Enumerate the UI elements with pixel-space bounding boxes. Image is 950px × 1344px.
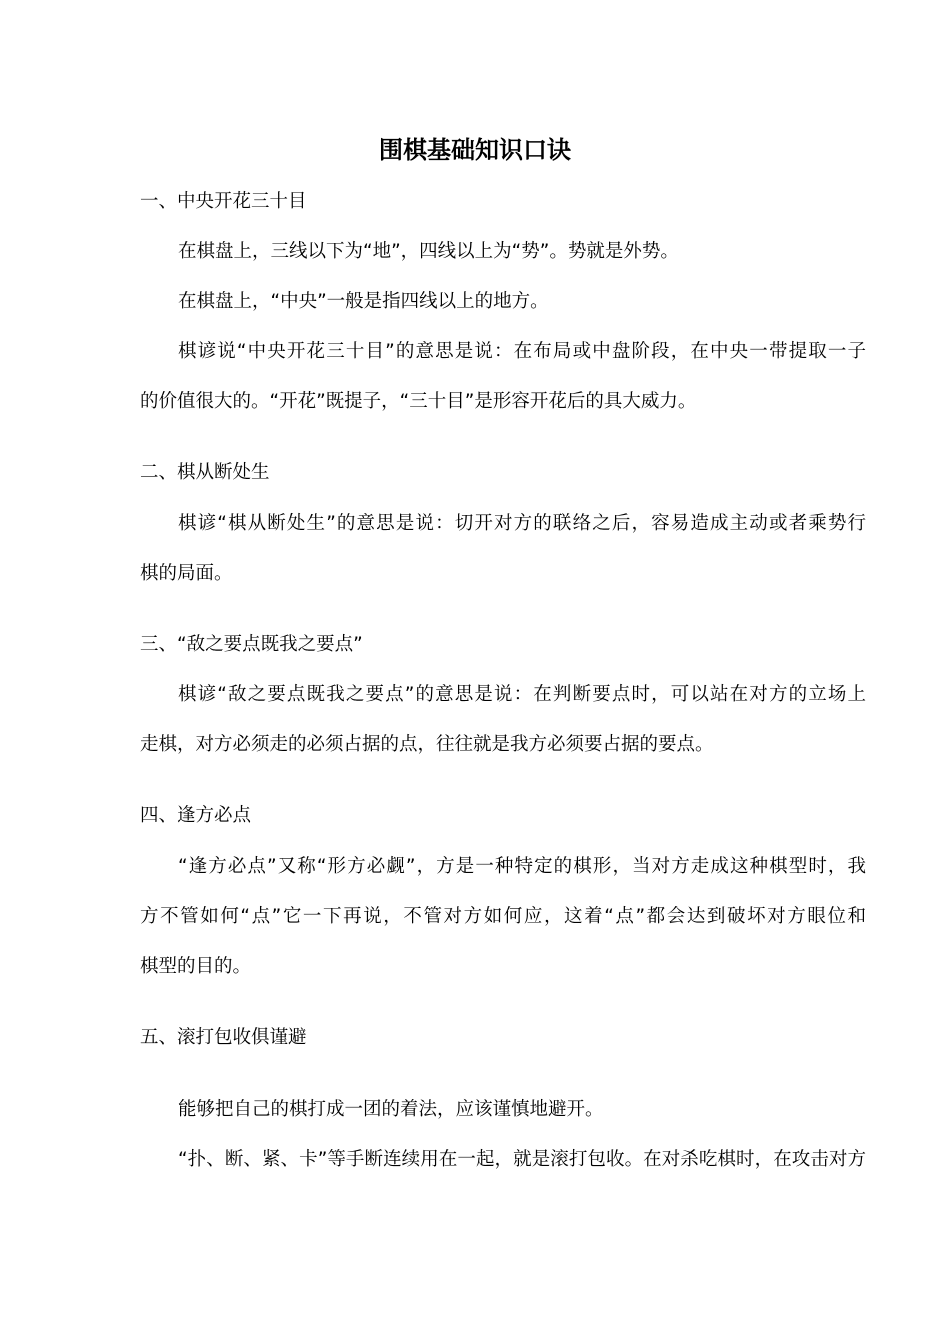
section-heading-4: 四、逢方必点 xyxy=(140,805,252,826)
paragraph-line: 走棋，对方必须走的必须占据的点，往往就是我方必须要占据的要点。 xyxy=(140,734,714,755)
paragraph-line: 在棋盘上，三线以下为“地”，四线以上为“势”。势就是外势。 xyxy=(178,241,679,262)
section-heading-3: 三、“敌之要点既我之要点” xyxy=(140,634,363,655)
paragraph-line: 棋谚说“中央开花三十目”的意思是说：在布局或中盘阶段，在中央一带提取一子 xyxy=(178,341,866,362)
paragraph-line: 方不管如何“点”它一下再说，不管对方如何应，这着“点”都会达到破坏对方眼位和 xyxy=(140,906,866,927)
document-title: 围棋基础知识口诀 xyxy=(379,135,571,164)
paragraph-line: “扑、断、紧、卡”等手断连续用在一起，就是滚打包收。在对杀吃棋时，在攻击对方 xyxy=(178,1149,866,1170)
section-heading-1: 一、中央开花三十目 xyxy=(140,191,307,212)
paragraph-line: 的价值很大的。“开花”既提子，“三十目”是形容开花后的具大威力。 xyxy=(140,391,697,412)
paragraph-line: 棋的局面。 xyxy=(140,563,233,584)
section-heading-2: 二、棋从断处生 xyxy=(140,462,270,483)
paragraph-line: 棋谚“棋从断处生”的意思是说：切开对方的联络之后，容易造成主动或者乘势行 xyxy=(178,513,866,534)
paragraph-line: “逢方必点”又称“形方必觑”，方是一种特定的棋形，当对方走成这种棋型时，我 xyxy=(178,856,866,877)
paragraph-line: 在棋盘上，“中央”一般是指四线以上的地方。 xyxy=(178,291,549,312)
paragraph-line: 棋谚“敌之要点既我之要点”的意思是说：在判断要点时，可以站在对方的立场上 xyxy=(178,684,866,705)
paragraph-line: 棋型的目的。 xyxy=(140,956,252,977)
section-heading-5: 五、滚打包收俱谨避 xyxy=(140,1027,307,1048)
paragraph-line: 能够把自己的棋打成一团的着法，应该谨慎地避开。 xyxy=(178,1099,604,1120)
